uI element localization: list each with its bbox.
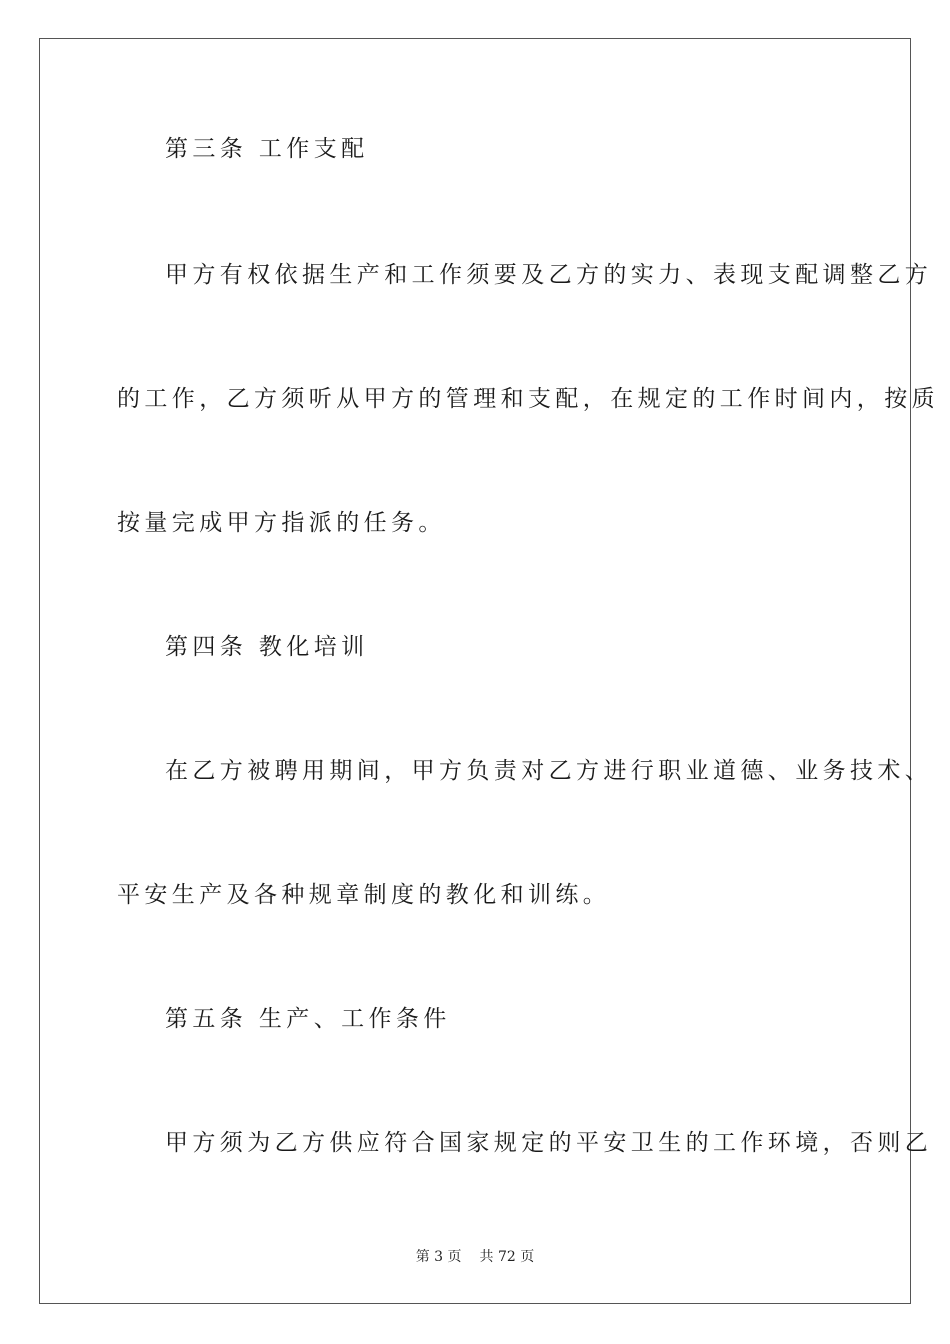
total-pages: 共 72 页 [479,1249,535,1265]
paragraph-line: 甲方须为乙方供应符合国家规定的平安卫生的工作环境，否则乙 [165,1130,933,1156]
page-footer [0,1247,950,1267]
paragraph-line: 甲方有权依据生产和工作须要及乙方的实力、表现支配调整乙方 [165,262,933,288]
paragraph-line: 按量完成甲方指派的任务。 [117,510,446,536]
article-3-heading: 第三条 工作支配 [165,136,369,162]
paragraph-line: 在乙方被聘用期间，甲方负责对乙方进行职业道德、业务技术、 [165,758,933,784]
page-number: 第 3 页 [415,1249,462,1265]
paragraph-line: 平安生产及各种规章制度的教化和训练。 [117,882,611,908]
paragraph-line: 的工作，乙方须听从甲方的管理和支配，在规定的工作时间内，按质 [117,386,939,412]
page-border [39,38,911,1304]
article-4-heading: 第四条 教化培训 [165,634,369,660]
article-5-heading: 第五条 生产、工作条件 [165,1006,451,1032]
